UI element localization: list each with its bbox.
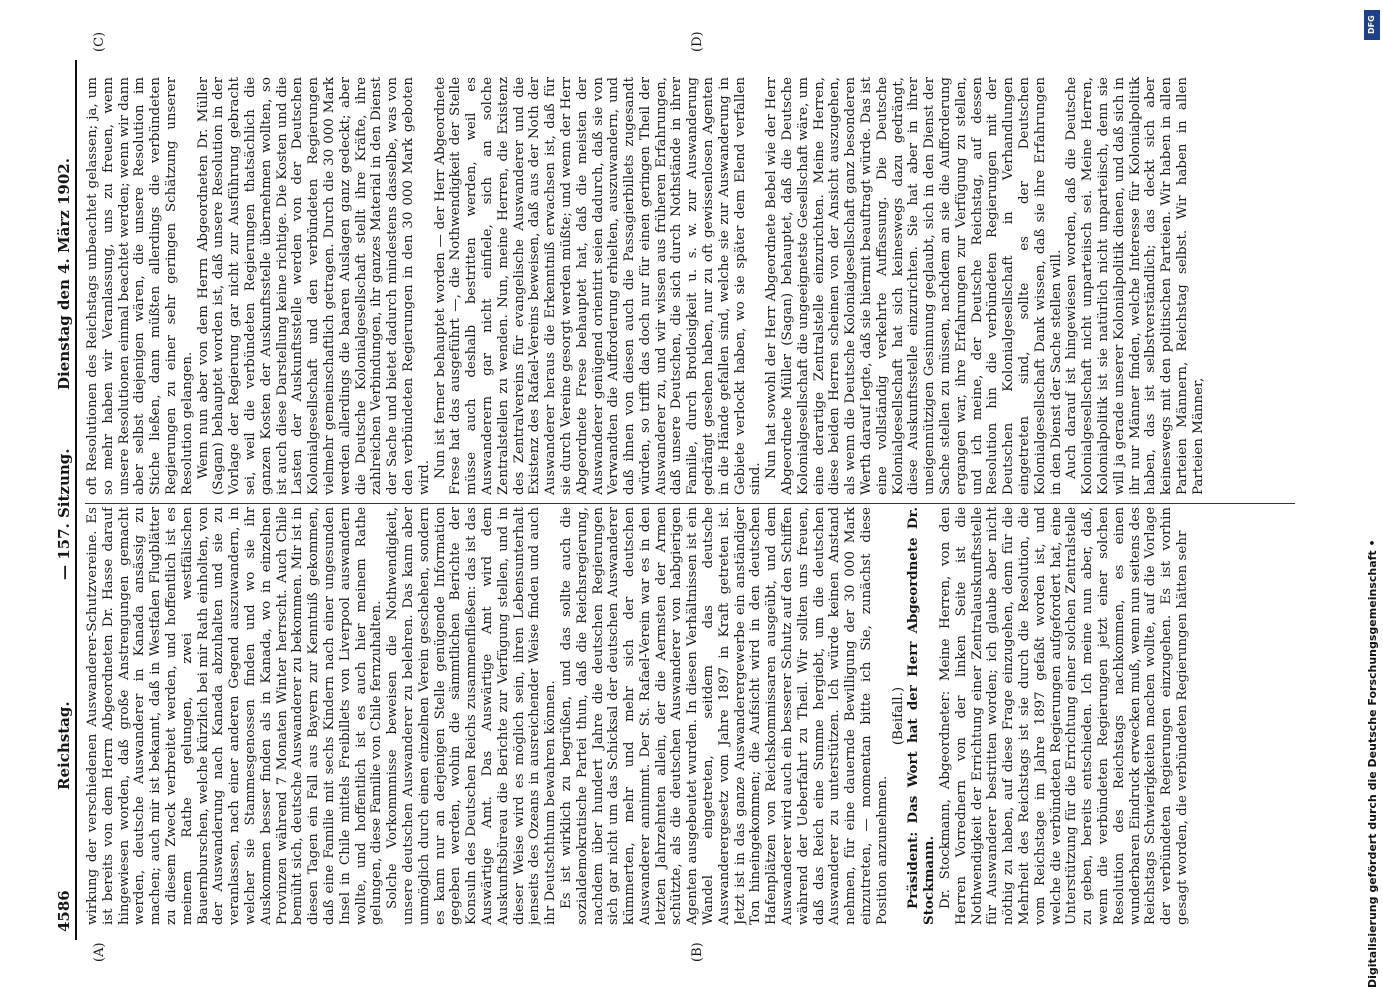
paragraph: Dr. Stockmann, Abgeordneter: Meine Herren, von den Herren Vorrednern von der linken Seite ist die Nothwendigkeit der Errichtung einer Zentralauskunftsstelle für Auswanderer bestritten worden; ich glaube aber nicht nöthig zu haben, auf diese Frage einzugehen, denn für die Mehrheit des Reichstags ist sie durch die Resolution, die vom Reichstage im Jahre 1897 gefaßt worden ist, und welche die verbündeten Regierungen aufgefordert hat, eine Unterstützung für die Errichtung einer solchen Zentralstelle zu geben, bereits entschieden. Ich meine nun aber, daß, wenn die verbündeten Regierungen jetzt einer solchen Resolution des Reichstags nachkommen, es einen wunderbaren Eindruck erwecken muß, wenn nun seitens des Reichstags Schwierigkeiten machen wollte, auf die Vorlage der verbündeten Regierungen einzugehen. Es ist vorhin gesagt worden, die verbündeten Regierungen hätten sehr — [938, 507, 1190, 925]
margin-marker-a: (A) — [92, 942, 107, 962]
dfg-logo: DFG — [1364, 10, 1380, 40]
margin-marker-c: (C) — [92, 31, 107, 52]
paragraph: wirkung der verschiedenen Auswanderer-Schutzvereine. Es ist bereits von dem Herrn Abgeordneten Dr. Hasse darauf hingewiesen worden, daß große Anstrengungen gemacht werden, deutsche Auswanderer in Kanada ansässig zu machen; auch mir ist bekannt, daß in Westfalen Flugblätter zu diesem Zweck verbreitet werden, und hoffentlich ist es meinem Rathe gelungen, zwei westfälischen Bauernburschen, welche kürzlich bei mir Rath einholten, von der Auswanderung nach Kanada abzuhalten und sie zu veranlassen, nach einer anderen Gegend auszuwandern, in welcher sie Stammesgenossen finden und wo sie ihr Auskommen besser finden als in Kanada, wo in einzelnen Provinzen während 7 Monaten Winter herrscht. Auch Chile bemüht sich, deutsche Auswanderer zu bekommen. Mir ist in diesen Tagen ein Fall aus Bayern zur Kenntniß gekommen, daß eine Familie mit sechs Kindern nach einer ungesunden Insel in Chile mittels Freibillets von Liverpool auswandern wollte, und hoffentlich ist es auch hier meinem Rathe gelungen, diese Familie von Chile fernzuhalten. — [85, 507, 385, 925]
paragraph: Nun ist ferner behauptet worden — der Herr Abgeordnete Frese hat das ausgeführt —, die Nothwendigkeit der Stelle müsse auch deshalb bestritten werden, weil es Auswanderern gar nicht einfiele, sich an solche Zentralstellen zu wenden. Nun, meine Herren, die Existenz des Zentralvereins für evangelische Auswanderer und die Existenz des Rafael-Vereins beweisen, daß aus der Noth der Auswanderer heraus die Erkenntniß erwachsen ist, daß für sie durch Vereine gesorgt werden müßte; und wenn der Herr Abgeordnete Frese behauptet hat, daß die meisten der Auswanderer genügend orientirt seien dadurch, daß sie von Verwandten die Aufforderung erhielten, auszuwandern, und daß ihnen von diesen auch die Passagierbillets zugesandt würden, so trifft das doch nur für einen geringen Theil der Auswanderer zu, und wir wissen aus früheren Erfahrungen, daß unsere Deutschen, die sich durch Nothstände in ihrer Familie, durch Brotlosigkeit u. s. w. zur Auswanderung gedrängt gesehen haben, nur zu oft gewissenlosen Agenten in die Hände gefallen sind, welche sie zur Auswanderung in Gebiete verlockt haben, wo sie später dem Elend verfallen sind. — [432, 77, 764, 495]
page-number: 4586 — [55, 890, 73, 932]
header-title: Reichstag. — [55, 701, 73, 790]
right-column — [85, 77, 1350, 495]
margin-marker-d: (D) — [690, 31, 705, 52]
president-speech: Präsident: Das Wort hat der Herr Abgeordnete Dr. Stockmann. — [905, 507, 938, 925]
margin-marker-b: (B) — [690, 942, 705, 962]
header-date: Dienstag den 4. März 1902. — [55, 158, 73, 390]
left-column — [85, 507, 1350, 925]
header-rule — [75, 60, 77, 940]
paragraph: Wenn nun aber von dem Herrn Abgeordneten Dr. Müller (Sagan) behauptet worden ist, daß unsere Resolution in der Vorlage der Regierung gar nicht zur Ausführung gebracht sei, weil die verbündeten Regierungen thatsächlich die ganzen Kosten der Auskunftsstelle übernehmen wollten, so ist auch diese Darstellung keine richtige. Die Kosten und die Lasten der Auskunftsstelle werden von der Deutschen Kolonialgesellschaft und den verbündeten Regierungen vielmehr gemeinschaftlich getragen. Durch die 30 000 Mark werden allerdings die baaren Auslagen ganz gedeckt; aber die Deutsche Kolonialgesellschaft stellt ihre Kräfte, ihre zahlreichen Verbindungen, ihr ganzes Material in den Dienst der Sache und bietet dadurch mindestens dasselbe, was von den verbündeten Regierungen in den 30 000 Mark geboten wird. — [195, 77, 432, 495]
paragraph: Auch darauf ist hingewiesen worden, daß die Deutsche Kolonialgesellschaft nicht unparteiisch sei. Meine Herren, Kolonialpolitik ist sie natürlich nicht unparteiisch, denn sie will ja gerade unserer Kolonialpolitik dienen, und daß sich in ihr nur Männer finden, welche Interesse für Kolonialpolitik haben, das ist selbstverständlich; das deckt sich aber keineswegs mit den politischen Parteien. Wir haben in allen Parteien Männern, Reichstag selbst. Wir haben in allen Parteien Männer, — [1064, 77, 1206, 495]
digitization-credit: Digitalisierung gefördert durch die Deutsche Forschungsgemeinschaft • — [1366, 539, 1379, 988]
paragraph: Nun hat sowohl der Herr Abgeordnete Bebel wie der Herr Abgeordnete Müller (Sagan) behauptet, daß die Deutsche Kolonialgesellschaft die ungeeignetste Gesellschaft wäre, um eine derartige Zentralstelle einzurichten. Meine Herren, diese beiden Herren scheinen von der Ansicht auszugehen, als wenn die Deutsche Kolonialgesellschaft ganz besonderen Werth darauf legte, daß sie hiermit beauftragt würde. Das ist eine vollständig verkehrte Auffassung. Die Deutsche Kolonialgesellschaft hat sich keineswegs dazu gedrängt, diese Auskunftsstelle einzurichten. Sie hat aber in ihrer uneigennützigen Gesinnung geglaubt, sich in den Dienst der Sache stellen zu müssen, nachdem an sie die Aufforderung ergangen war, ihre Erfahrungen zur Verfügung zu stellen, und ich meine, der Deutsche Reichstag, auf dessen Resolution hin die verbündeten Regierungen mit der Deutschen Kolonialgesellschaft in Verhandlungen eingetreten sind, sollte es der Deutschen Kolonialgesellschaft Dank wissen, daß sie ihre Erfahrungen in den Dienst der Sache stellen will. — [764, 77, 1064, 495]
column-divider — [85, 503, 1295, 504]
paragraph: Solche Vorkommnisse beweisen die Nothwendigkeit, unsere deutschen Auswanderer zu belehren. Das kann aber unmöglich durch einen einzelnen Verein geschehen, sondern es kann nur an derjenigen Stelle genügende Information gegeben werden, wohin die sämmtlichen Berichte der Konsuln des Deutschen Reichs zusammenfließen: das ist das Auswärtige Amt. Das Auswärtige Amt wird dem Auskunftsbüreau die Berichte zur Verfügung stellen, und in dieser Weise wird es möglich sein, ihren Lebensunterhalt jenseits des Ozeans in ausreichender Weise finden und auch ihr Deutschthum bewahren können. — [385, 507, 559, 925]
paragraph: Es ist wirklich zu begrüßen, und das sollte auch die sozialdemokratische Partei thun, daß die Reichsregierung, nachdem über hundert Jahre die deutschen Regierungen sich gar nicht um das Schicksal der deutschen Auswanderer kümmerten, mehr und mehr sich der deutschen Auswanderer annimmt. Der St. Rafael-Verein war es in den letzten Jahrzehnten allein, der die Aermsten der Armen schützte, als die deutschen Auswanderer von habgierigen Agenten ausgebeutet wurden. In diesen Verhältnissen ist ein Wandel eingetreten, seitdem das deutsche Auswanderergesetz vom Jahre 1897 in Kraft getreten ist. Jetzt ist in das ganze Auswanderergewerbe ein anständiger Ton hineingekommen; die Aufsicht wird in den deutschen Hafenplätzen von Reichskommissaren ausgeübt, und dem Auswanderer wird auch ein besserer Schutz auf den Schiffen während der Ueberfahrt zu Theil. Wir sollten uns freuen, daß das Reich eine Summe hergiebt, um die deutschen Auswanderer zu unterstützen. Ich würde keinen Anstand nehmen, für eine dauernde Bewilligung der 30 000 Mark einzutreten, — momentan bitte ich Sie, zunächst diese Position anzunehmen. — [558, 507, 890, 925]
header-session: — 157. Sitzung. — [55, 448, 73, 580]
applause-note: (Beifall.) — [890, 686, 906, 746]
paragraph: oft Resolutionen des Reichstags unbeachtet gelassen; ja, um so mehr haben wir Veranlassung, uns zu freuen, wenn unsere Resolutionen einmal beachtet werden; wenn wir dann aber selbst diejenigen wären, die unsere Resolution im Stiche ließen, dann müßten allerdings die verbündeten Regierungen zu einer sehr geringen Schätzung unserer Resolution gelangen. — [85, 77, 195, 495]
